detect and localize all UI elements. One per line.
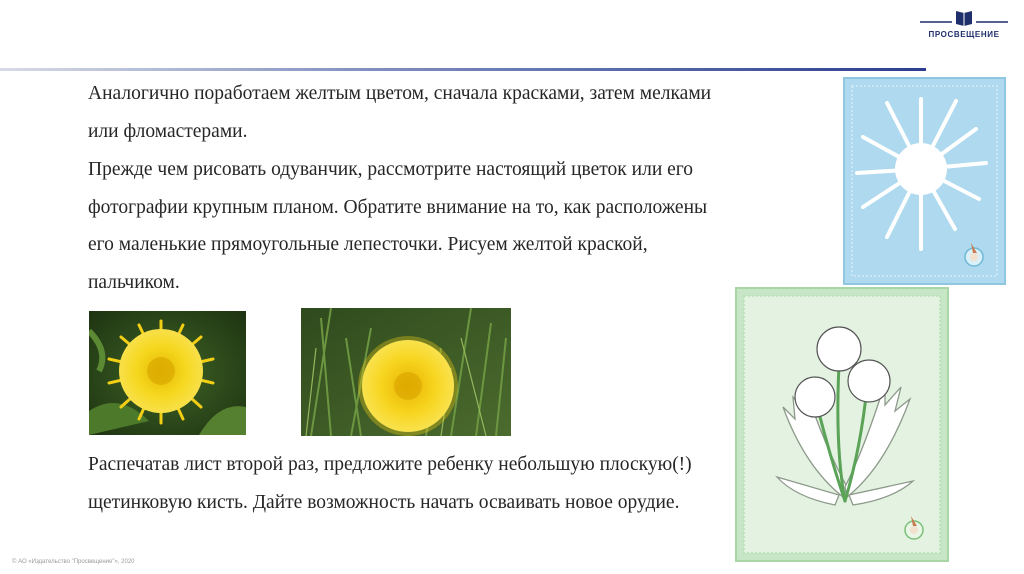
logo-text: ПРОСВЕЩЕНИЕ: [928, 30, 1000, 39]
paragraph-dandelion-observe: Прежде чем рисовать одуванчик, рассмотрите настоящий цветок или его фотографии крупным планом. Обратите внимание на то, как расположены его маленькие прямоугольные лепесточки. Рисуем желтой краской, пальчиком.: [88, 159, 708, 293]
paragraph-brush: Распечатав лист второй раз, предложите ребенку небольшую плоскую(!) щетинковую кисть. Дайте возможность начать осваивать новое орудие.: [88, 454, 692, 513]
dandelion-photo-1: [89, 311, 246, 435]
copyright-footer: © АО «Издательство "Просвещение"», 2020: [12, 559, 135, 565]
sun-template-card: [843, 77, 1006, 285]
paragraph-yellow-paint: Аналогично поработаем желтым цветом, сначала красками, затем мелками или фломастерами.: [88, 83, 712, 142]
dandelion-photo-2: [301, 308, 511, 436]
dandelion-template-card: [735, 287, 949, 562]
header-divider: [0, 68, 926, 71]
publisher-logo: [918, 8, 1010, 42]
book-icon: [918, 8, 1010, 30]
